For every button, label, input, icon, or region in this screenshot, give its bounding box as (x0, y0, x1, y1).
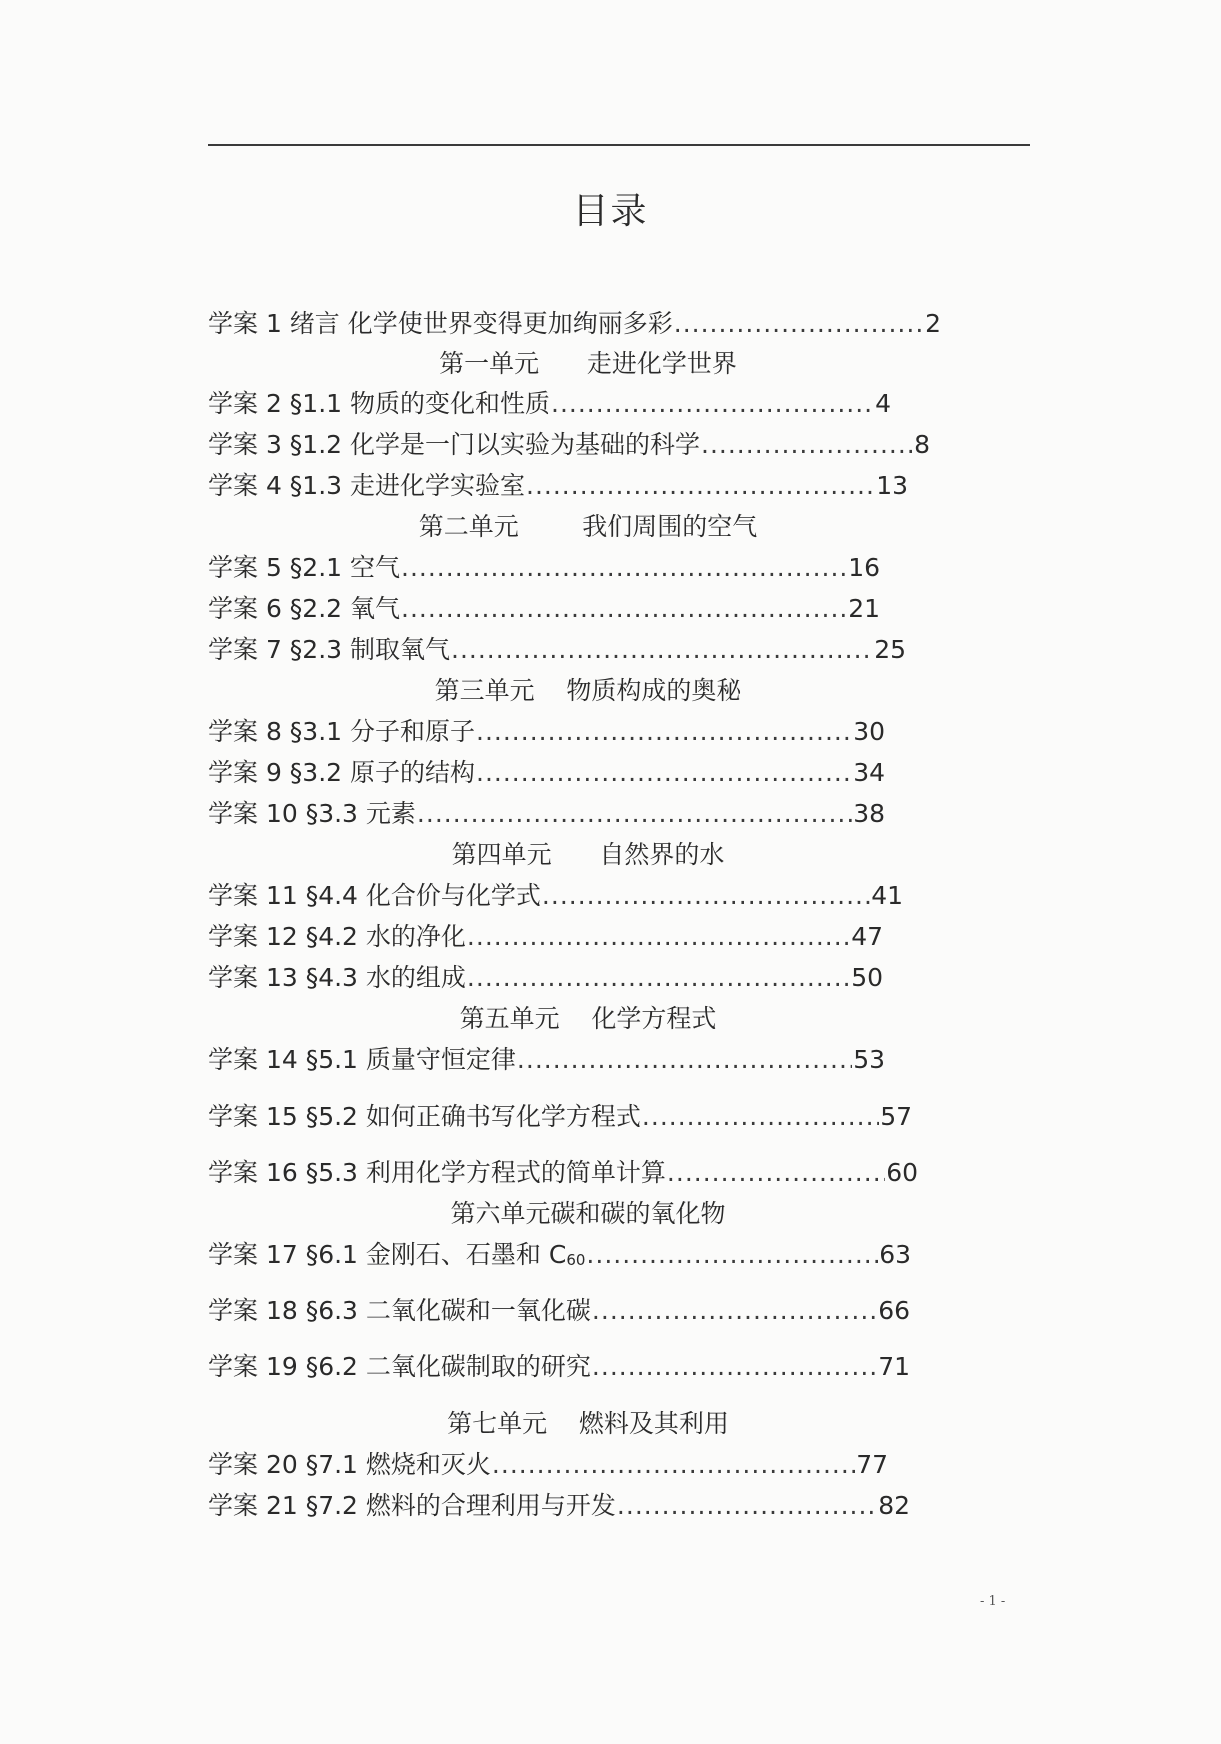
toc-entry[interactable] (208, 755, 885, 791)
toc-page-number: 38 (853, 799, 885, 828)
toc-entry-title: 学案 18 §6.3 二氧化碳和一氧化碳 (208, 1296, 591, 1325)
toc-entry-title: 学案 8 §3.1 分子和原子 (208, 717, 476, 746)
toc-page-number: 47 (851, 922, 883, 951)
toc-entry-title: 学案 16 §5.3 利用化学方程式的简单计算 (208, 1158, 666, 1187)
toc-entry[interactable] (208, 1042, 885, 1078)
toc-leader (476, 755, 852, 791)
toc-leader (551, 386, 874, 422)
toc-entry[interactable] (208, 550, 880, 586)
toc-page-number: 41 (871, 881, 903, 910)
toc-leader (542, 878, 870, 914)
toc-entry-title: 学案 3 §1.2 化学是一门以实验为基础的科学 (208, 430, 701, 459)
toc-leader (401, 550, 847, 586)
toc-entry-title: 学案 17 §6.1 金刚石、石墨和 C60 (208, 1240, 586, 1269)
toc-leader (417, 796, 852, 832)
toc-page-number: 82 (878, 1491, 910, 1520)
toc-entry[interactable] (208, 1237, 911, 1273)
toc-page-number: 77 (856, 1450, 888, 1479)
toc-page-number: 63 (879, 1240, 911, 1269)
toc-leader (701, 427, 913, 463)
toc-page-number: 71 (878, 1352, 910, 1381)
toc-entry-title: 学案 5 §2.1 空气 (208, 553, 401, 582)
toc-entry-title: 学案 11 §4.4 化合价与化学式 (208, 881, 541, 910)
top-rule (208, 144, 1030, 146)
toc-leader (667, 1155, 885, 1191)
toc-leader (467, 919, 850, 955)
toc-entry-title: 学案 13 §4.3 水的组成 (208, 963, 466, 992)
toc-entry[interactable] (208, 427, 930, 463)
toc-page-number: 34 (853, 758, 885, 787)
toc-leader (592, 1349, 877, 1385)
page-number: - 1 - (980, 1594, 1006, 1609)
toc-page-number: 57 (880, 1102, 912, 1131)
unit-heading: 第六单元碳和碳的氧化物 (450, 1199, 726, 1228)
toc-entry[interactable] (208, 591, 880, 627)
toc-leader (642, 1099, 879, 1135)
toc-entry-title: 学案 4 §1.3 走进化学实验室 (208, 471, 526, 500)
toc-leader (526, 468, 875, 504)
toc-page-number: 21 (848, 594, 880, 623)
unit-heading: 第二单元 我们周围的空气 (418, 512, 758, 541)
toc-entry[interactable] (208, 386, 891, 422)
toc-entry-title: 学案 7 §2.3 制取氧气 (208, 635, 451, 664)
toc-entry[interactable] (208, 1099, 912, 1135)
toc-entry-title: 学案 15 §5.2 如何正确书写化学方程式 (208, 1102, 641, 1131)
toc-entry-title: 学案 19 §6.2 二氧化碳制取的研究 (208, 1352, 591, 1381)
toc-entry-title: 学案 21 §7.2 燃料的合理利用与开发 (208, 1491, 616, 1520)
toc-leader (586, 1237, 878, 1273)
toc-leader (674, 306, 924, 342)
toc-entry-title: 学案 9 §3.2 原子的结构 (208, 758, 476, 787)
toc-entry[interactable] (208, 919, 883, 955)
toc-entry[interactable] (208, 714, 885, 750)
toc-leader (492, 1447, 855, 1483)
toc-leader (467, 960, 850, 996)
toc-page-number: 60 (886, 1158, 918, 1187)
toc-entry[interactable] (208, 878, 903, 914)
unit-heading: 第三单元 物质构成的奥秘 (434, 676, 742, 705)
toc-entry[interactable] (208, 468, 908, 504)
unit-heading: 第七单元 燃料及其利用 (447, 1409, 729, 1438)
toc-leader (517, 1042, 852, 1078)
toc-entry[interactable] (208, 306, 941, 342)
toc-entry-title: 学案 14 §5.1 质量守恒定律 (208, 1045, 516, 1074)
unit-heading: 第五单元 化学方程式 (459, 1004, 717, 1033)
toc-entry[interactable] (208, 1447, 888, 1483)
toc-entry[interactable] (208, 632, 906, 668)
toc-entry[interactable] (208, 960, 883, 996)
toc-entry-title: 学案 12 §4.2 水的净化 (208, 922, 466, 951)
toc-entry[interactable] (208, 1349, 910, 1385)
toc-page-number: 30 (853, 717, 885, 746)
toc-leader (401, 591, 847, 627)
toc-page-number: 50 (851, 963, 883, 992)
toc-leader (617, 1488, 877, 1524)
toc-entry-title: 学案 6 §2.2 氧气 (208, 594, 401, 623)
toc-entry[interactable] (208, 1293, 910, 1329)
toc-entry-title: 学案 10 §3.3 元素 (208, 799, 416, 828)
subscript: 60 (566, 1251, 586, 1269)
toc-entry-title: 学案 1 绪言 化学使世界变得更加绚丽多彩 (208, 309, 673, 338)
toc-page-number: 53 (853, 1045, 885, 1074)
toc-entry-title: 学案 20 §7.1 燃烧和灭火 (208, 1450, 491, 1479)
unit-heading: 第一单元 走进化学世界 (439, 349, 737, 378)
toc-page-number: 25 (874, 635, 906, 664)
toc-entry[interactable] (208, 1155, 918, 1191)
toc-page-number: 16 (848, 553, 880, 582)
toc-page-number: 8 (914, 430, 930, 459)
toc-page-number: 4 (875, 389, 891, 418)
toc-page-number: 2 (925, 309, 941, 338)
page-title: 目录 (572, 191, 649, 232)
toc-entry[interactable] (208, 796, 885, 832)
toc-entry[interactable] (208, 1488, 910, 1524)
toc-entry-title: 学案 2 §1.1 物质的变化和性质 (208, 389, 551, 418)
toc-leader (451, 632, 873, 668)
toc-page-number: 13 (876, 471, 908, 500)
unit-heading: 第四单元 自然界的水 (451, 840, 725, 869)
toc-leader (476, 714, 852, 750)
toc-page-number: 66 (878, 1296, 910, 1325)
toc-leader (592, 1293, 877, 1329)
